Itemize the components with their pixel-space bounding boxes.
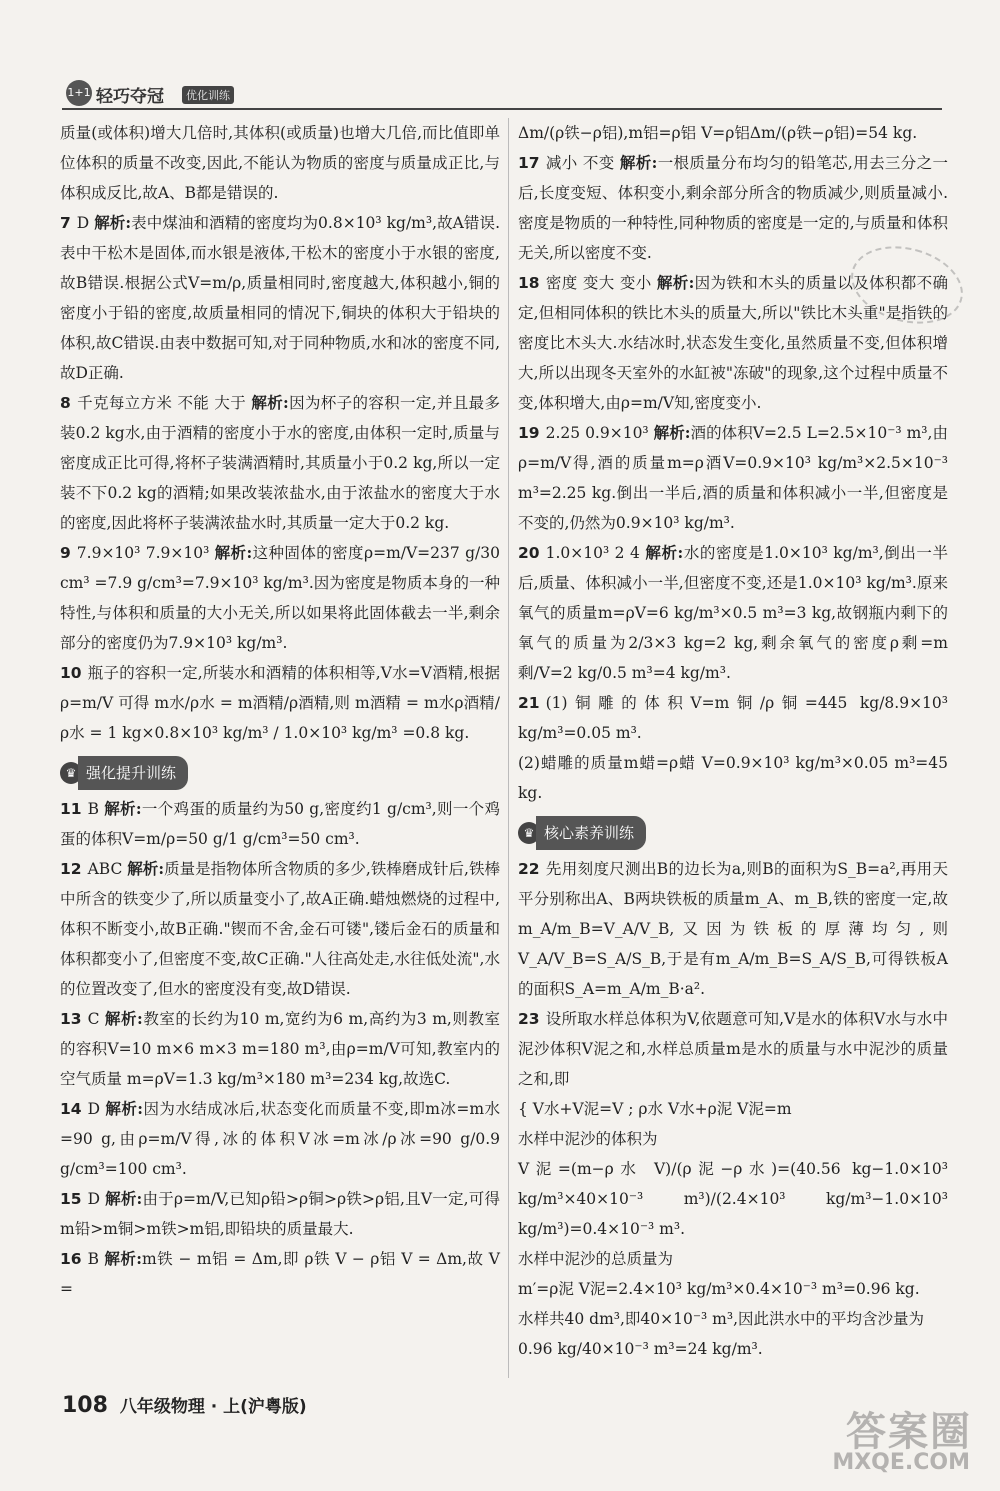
analysis-label: 解析: bbox=[251, 393, 289, 412]
answer-paragraph: Δm/(ρ铁−ρ铝),m铝=ρ铝 V=ρ铝Δm/(ρ铁−ρ铝)=54 kg. bbox=[518, 124, 918, 142]
analysis-label: 解析: bbox=[104, 1009, 143, 1028]
analysis-label: 解析: bbox=[645, 543, 684, 562]
question-number: 20 bbox=[518, 544, 540, 562]
analysis-label: 解析: bbox=[127, 859, 165, 878]
question-number: 17 bbox=[518, 154, 540, 172]
answer-paragraph: { V水+V泥=V ; ρ水 V水+ρ泥 V泥=m bbox=[518, 1100, 792, 1118]
question-number: 11 bbox=[60, 800, 82, 818]
analysis-label: 解析: bbox=[214, 543, 253, 562]
answer-paragraph: 22 先用刻度尺测出B的边长为a,则B的面积为S_B=a²,再用天平分别称出A、B两块铁板的质量m_A、m_B,铁的密度一定,故m_A/m_B=V_A/V_B,又因为铁板的厚薄均匀,则V_A/V_B=S_A/S_B,于是有m_A/m_B=S_A/S_B,可得铁板A的面积S_A=m_A/m_B·a². bbox=[518, 860, 948, 998]
question-number: 15 bbox=[60, 1190, 82, 1208]
question-number: 18 bbox=[518, 274, 540, 292]
section-heading bbox=[60, 756, 188, 790]
analysis-label: 解析: bbox=[94, 213, 132, 232]
section-label: 强化提升训练 bbox=[78, 756, 188, 790]
answer-paragraph: 13 C 解析:教室的长约为10 m,宽约为6 m,高约为3 m,则教室的容积V=10 m×6 m×3 m=180 m³,由ρ=m/V可知,教室内的空气质量 m=ρV=1.3 kg/m³×180 m³=234 kg,故选C. bbox=[60, 1009, 500, 1088]
answer-paragraph: 10 瓶子的容积一定,所装水和酒精的体积相等,V水=V酒精,根据ρ=m/V 可得 m水/ρ水 = m酒精/ρ酒精,则 m酒精 = m水ρ酒精/ρ水 = 1 kg×0.8×10³ kg/m³ / 1.0×10³ kg/m³ =0.8 kg. bbox=[60, 664, 500, 742]
question-number: 13 bbox=[60, 1010, 82, 1028]
analysis-label: 解析: bbox=[653, 423, 691, 442]
analysis-label: 解析: bbox=[104, 1249, 143, 1268]
question-number: 9 bbox=[60, 544, 71, 562]
answer-paragraph: 12 ABC 解析:质量是指物体所含物质的多少,铁棒磨成针后,铁棒中所含的铁变少了,所以质量变小了,故A正确.蜡烛燃烧的过程中,体积不断变小,故B正确."锲而不舍,金石可镂",镂后金石的质量和体积都变小了,但密度不变,故C正确."人往高处走,水往低处流",水的位置改变了,但水的密度没有变,故D错误. bbox=[60, 859, 500, 998]
analysis-label: 解析: bbox=[104, 799, 142, 818]
crown-icon: ♛ bbox=[518, 822, 540, 844]
answer-paragraph: 19 2.25 0.9×10³ 解析:酒的体积V=2.5 L=2.5×10⁻³ m³,由ρ=m/V得,酒的质量m=ρ酒V=0.9×10³ kg/m³×2.5×10⁻³ m³=2.25 kg.倒出一半后,酒的质量和体积减小一半,但密度是不变的,仍然为0.9×10³ kg/m³. bbox=[518, 423, 948, 532]
question-number: 16 bbox=[60, 1250, 82, 1268]
analysis-label: 解析: bbox=[656, 273, 695, 292]
page-footer bbox=[62, 1392, 307, 1418]
section-label: 核心素养训练 bbox=[536, 816, 646, 850]
answer-paragraph: 0.96 kg/40×10⁻³ m³=24 kg/m³. bbox=[518, 1340, 763, 1358]
logo-icon: 1+1 bbox=[66, 80, 92, 106]
header-rule bbox=[62, 108, 942, 110]
page-header bbox=[62, 78, 942, 112]
question-number: 22 bbox=[518, 860, 540, 878]
analysis-label: 解析: bbox=[619, 153, 658, 172]
section-heading bbox=[518, 816, 646, 850]
answer-paragraph: 18 密度 变大 变小 解析:因为铁和木头的质量以及体积都不确定,但相同体积的铁比木头的质量大,所以"铁比木头重"是指铁的密度比木头大.水结冰时,状态发生变化,虽然质量不变,但体积增大,所以出现冬天室外的水缸被"冻破"的现象,这个过程中质量不变,体积增大,由ρ=m/V知,密度变小. bbox=[518, 273, 948, 412]
answer-paragraph: V泥=(m−ρ水 V)/(ρ泥−ρ水)=(40.56 kg−1.0×10³ kg/m³×40×10⁻³ m³)/(2.4×10³ kg/m³−1.0×10³ kg/m³)=0.4×10⁻³ m³. bbox=[518, 1160, 948, 1238]
answer-paragraph: 8 千克每立方米 不能 大于 解析:因为杯子的容积一定,并且最多装0.2 kg水,由于酒精的密度小于水的密度,由体积一定时,质量与密度成正比可得,将杯子装满酒精时,其质量小于0.2 kg,所以一定装不下0.2 kg的酒精;如果改装浓盐水,由于浓盐水的密度大于水的密度,因此将杯子装满浓盐水时,其质量一定大于0.2 kg. bbox=[60, 393, 500, 532]
column-divider bbox=[508, 118, 509, 1378]
analysis-label: 解析: bbox=[105, 1099, 144, 1118]
question-number: 14 bbox=[60, 1100, 82, 1118]
brand-title: 轻巧夺冠 bbox=[96, 87, 164, 107]
book-title: 八年级物理 · 上(沪粤版) bbox=[119, 1397, 307, 1417]
answer-paragraph: 20 1.0×10³ 2 4 解析:水的密度是1.0×10³ kg/m³,倒出一半后,质量、体积减小一半,但密度不变,还是1.0×10³ kg/m³.原来氧气的质量m=ρV=6 kg/m³×0.5 m³=3 kg,故钢瓶内剩下的氧气的质量为2/3×3 kg=2 kg,剩余氧气的密度ρ剩=m剩/V=2 kg/0.5 m³=4 kg/m³. bbox=[518, 543, 948, 682]
brand-subtitle: 优化训练 bbox=[182, 86, 234, 104]
answer-paragraph: 质量(或体积)增大几倍时,其体积(或质量)也增大几倍,而比值即单位体积的质量不改变,因此,不能认为物质的密度与质量成正比,与体积成反比,故A、B都是错误的. bbox=[60, 124, 500, 202]
answer-paragraph: 14 D 解析:因为水结成冰后,状态变化而质量不变,即m冰=m水=90 g,由ρ=m/V得,冰的体积V冰=m冰/ρ冰=90 g/0.9 g/cm³=100 cm³. bbox=[60, 1099, 500, 1178]
question-number: 21 bbox=[518, 694, 540, 712]
question-number: 8 bbox=[60, 394, 71, 412]
answer-paragraph: 水样共40 dm³,即40×10⁻³ m³,因此洪水中的平均含沙量为 bbox=[518, 1310, 925, 1328]
page-number: 108 bbox=[62, 1393, 108, 1418]
question-number: 7 bbox=[60, 214, 71, 232]
answer-paragraph: 16 B 解析:m铁 − m铝 = Δm,即 ρ铁 V − ρ铝 V = Δm,故 V = bbox=[60, 1249, 500, 1298]
watermark-logo: 答案圈 bbox=[846, 1409, 972, 1455]
answer-paragraph: m′=ρ泥 V泥=2.4×10³ kg/m³×0.4×10⁻³ m³=0.96 kg. bbox=[518, 1280, 920, 1298]
answer-paragraph: 水样中泥沙的体积为 bbox=[518, 1130, 658, 1148]
question-number: 19 bbox=[518, 424, 540, 442]
answer-paragraph: 15 D 解析:由于ρ=m/V,已知ρ铅>ρ铜>ρ铁>ρ铝,且V一定,可得m铅>m铜>m铁>m铝,即铅块的质量最大. bbox=[60, 1189, 500, 1238]
answer-paragraph: 11 B 解析:一个鸡蛋的质量约为50 g,密度约1 g/cm³,则一个鸡蛋的体积V=m/ρ=50 g/1 g/cm³=50 cm³. bbox=[60, 799, 500, 848]
answer-paragraph: 17 减小 不变 解析:一根质量分布均匀的铅笔芯,用去三分之一后,长度变短、体积变小,剩余部分所含的物质减少,则质量减小.密度是物质的一种特性,同种物质的密度是一定的,与质量和体积无关,所以密度不变. bbox=[518, 153, 948, 262]
answer-paragraph: 水样中泥沙的总质量为 bbox=[518, 1250, 674, 1268]
answer-paragraph: 21 (1)铜雕的体积V=m铜/ρ铜=445 kg/8.9×10³ kg/m³=0.05 m³. bbox=[518, 694, 948, 742]
answer-paragraph: 23 设所取水样总体积为V,依题意可知,V是水的体积V水与水中泥沙体积V泥之和,水样总质量m是水的质量与水中泥沙的质量之和,即 bbox=[518, 1010, 948, 1088]
question-number: 10 bbox=[60, 664, 82, 682]
question-number: 23 bbox=[518, 1010, 540, 1028]
left-column bbox=[60, 118, 500, 1304]
answer-paragraph: 9 7.9×10³ 7.9×10³ 解析:这种固体的密度ρ=m/V=237 g/30 cm³ =7.9 g/cm³=7.9×10³ kg/m³.因为密度是物质本身的一种特性,与体积和质量的大小无关,所以如果将此固体截去一半,剩余部分的密度仍为7.9×10³ kg/m³. bbox=[60, 543, 500, 652]
crown-icon: ♛ bbox=[60, 762, 82, 784]
question-number: 12 bbox=[60, 860, 82, 878]
answer-paragraph: 7 D 解析:表中煤油和酒精的密度均为0.8×10³ kg/m³,故A错误.表中干松木是固体,而水银是液体,干松木的密度小于水银的密度,故B错误.根据公式V=m/ρ,质量相同时,密度越大,体积越小,铜的密度小于铅的密度,故质量相同的情况下,铜块的体积大于铅块的体积,故C错误.由表中数据可知,对于同种物质,水和冰的密度不同,故D正确. bbox=[60, 213, 500, 382]
answer-paragraph: (2)蜡雕的质量m蜡=ρ蜡 V=0.9×10³ kg/m³×0.05 m³=45 kg. bbox=[518, 754, 948, 802]
watermark-url: MXQE.COM bbox=[832, 1450, 970, 1475]
analysis-label: 解析: bbox=[105, 1189, 143, 1208]
